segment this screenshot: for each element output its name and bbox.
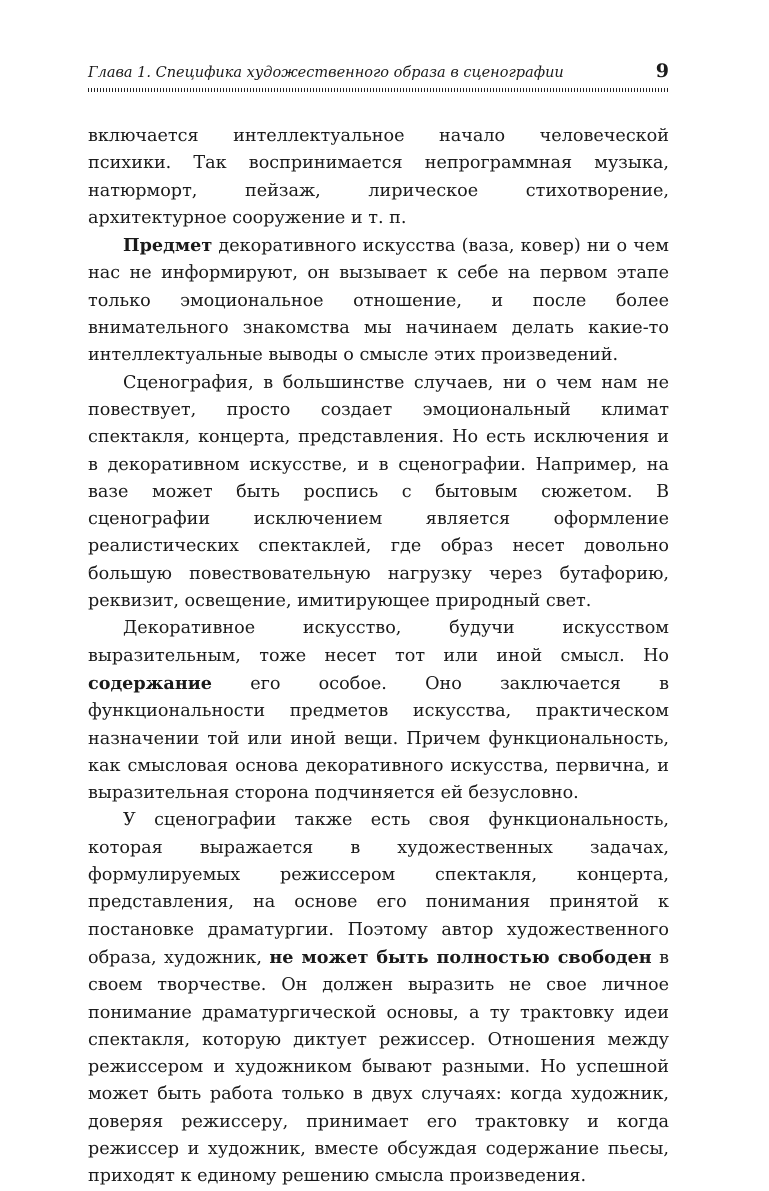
book-page: [88, 60, 669, 1191]
paragraph: [88, 370, 669, 616]
paragraph: [88, 232, 669, 369]
paragraph: [88, 807, 669, 1190]
text-run: включается интеллектуальное начало человеческой психики. Так воспринимается непрограммная музыка, натюрморт, пейзаж, лирическое стихотворение, архитектурное сооружение и т. п.: [88, 126, 669, 228]
body-text: [88, 123, 669, 1191]
emphasis-term: не может быть полностью свободен: [269, 946, 652, 968]
emphasis-term: Предмет: [123, 235, 213, 257]
page-number: 9: [655, 60, 669, 82]
paragraph: [88, 615, 669, 807]
text-run: его особое. Оно заключается в функциональности предметов искусства, практическом назначении той или иной вещи. Причем функциональность, как смысловая основа декоративного искусства, первична, и выразительная сторона подчиняется ей безусловно.: [88, 673, 669, 804]
chapter-running-title: Глава 1. Специфика художественного образа в сценографии: [88, 65, 564, 81]
paragraph: [88, 123, 669, 232]
header-rule: [88, 88, 669, 92]
text-run: декоративного искусства (ваза, ковер) ни о чем нас не информируют, он вызывает к себе на первом этапе только эмоциональное отношение, и после более внимательного знакомства мы начинаем делать какие-то интеллектуальные выводы о смысле этих произведений.: [88, 236, 669, 366]
text-run: Сценография, в большинстве случаев, ни о чем нам не повествует, просто создает эмоциональный климат спектакля, концерта, представления. Но есть исключения и в декоративном искусстве, и в сценографии. Например, на вазе может быть роспись с бытовым сюжетом. В сценографии исключением является оформление реалистических спектаклей, где образ несет довольно большую повествовательную нагрузку через бутафорию, реквизит, освещение, имитирующее природный свет.: [88, 372, 669, 612]
text-run: У сценографии также есть своя функциональность, которая выражается в художественных задачах, формулируемых режиссером спектакля, концерта, представления, на основе его понимания принятой к постановке драматургии. Поэтому автор художественного образа, художник,: [88, 810, 669, 968]
text-run: Декоративное искусство, будучи искусством выразительным, тоже несет тот или иной смысл. Но: [88, 618, 669, 666]
running-head: [88, 60, 669, 86]
emphasis-term: содержание: [88, 672, 212, 694]
text-run: в своем творчестве. Он должен выразить не свое личное понимание драматургической основы, а ту трактовку идеи спектакля, которую диктует режиссер. Отношения между режиссером и художником бывают разными. Но успешной может быть работа только в двух случаях: когда художник, доверяя режиссеру, принимает его трактовку и когда режиссер и художник, вместе обсуждая содержание пьесы, приходят к единому решению смысла произведения.: [88, 947, 669, 1187]
